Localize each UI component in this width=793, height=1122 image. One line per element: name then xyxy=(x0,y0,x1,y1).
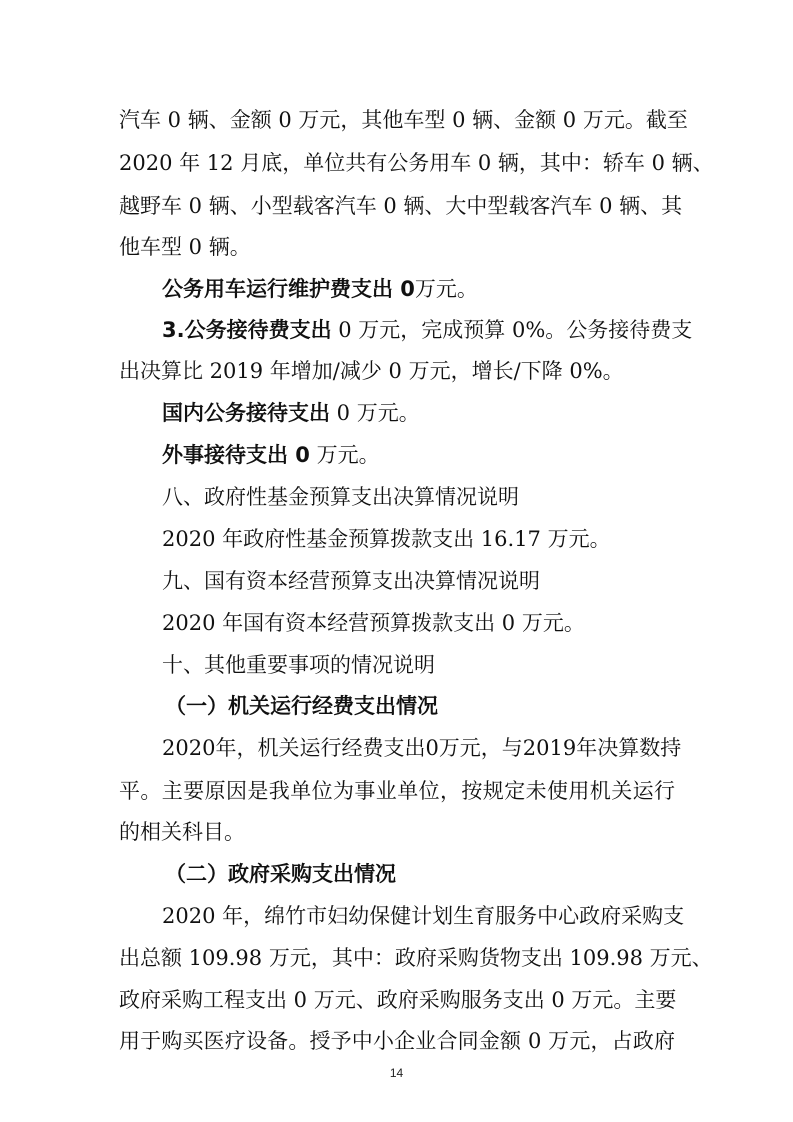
body-line: 2020 年，绵竹市妇幼保健计划生育服务中心政府采购支 xyxy=(162,904,685,928)
page-number: 14 xyxy=(389,1066,404,1080)
paragraph-reception-expense xyxy=(162,314,692,346)
body-line: 2020年，机关运行经费支出0万元，与2019年决算数持 xyxy=(162,736,682,760)
body-line: 的相关科目。 xyxy=(119,820,245,844)
body-line: 出决算比 2019 年增加/减少 0 万元，增长/下降 0%。 xyxy=(119,359,624,383)
body-text: 万元。 xyxy=(414,277,478,301)
bold-lead: 公务用车运行维护费支出 0 xyxy=(162,277,415,301)
body-line: 越野车 0 辆、小型载客汽车 0 辆、大中型载客汽车 0 辆、其 xyxy=(119,194,683,218)
paragraph-foreign-reception xyxy=(162,439,380,471)
body-line: 汽车 0 辆、金额 0 万元，其他车型 0 辆、金额 0 万元。截至 xyxy=(119,108,688,132)
paragraph-vehicle-maintenance xyxy=(162,273,478,305)
body-line: 出总额 109.98 万元，其中：政府采购货物支出 109.98 万元、 xyxy=(119,946,713,970)
body-line: 2020 年 12 月底，单位共有公务用车 0 辆，其中：轿车 0 辆、 xyxy=(119,151,714,175)
section-heading-9: 九、国有资本经营预算支出决算情况说明 xyxy=(162,569,540,593)
body-line: 平。主要原因是我单位为事业单位，按规定未使用机关运行 xyxy=(119,779,675,803)
bold-lead: 3.公务接待费支出 xyxy=(162,318,332,342)
section-heading-10: 十、其他重要事项的情况说明 xyxy=(162,653,435,677)
body-line: 用于购买医疗设备。授予中小企业合同金额 0 万元，占政府 xyxy=(119,1029,675,1053)
bold-lead: 国内公务接待支出 xyxy=(162,401,330,425)
body-line: 他车型 0 辆。 xyxy=(119,235,251,259)
subsection-heading-1: （一）机关运行经费支出情况 xyxy=(165,694,438,718)
section-heading-8: 八、政府性基金预算支出决算情况说明 xyxy=(162,485,519,509)
bold-lead: 外事接待支出 0 xyxy=(162,443,310,467)
body-line: 2020 年国有资本经营预算拨款支出 0 万元。 xyxy=(162,611,585,635)
paragraph-domestic-reception xyxy=(162,397,420,429)
subsection-heading-2: （二）政府采购支出情况 xyxy=(165,862,396,886)
body-line: 政府采购工程支出 0 万元、政府采购服务支出 0 万元。主要 xyxy=(119,988,677,1012)
body-text: 0 万元，完成预算 0%。公务接待费支 xyxy=(331,318,693,342)
body-line: 2020 年政府性基金预算拨款支出 16.17 万元。 xyxy=(162,527,611,551)
body-text: 万元。 xyxy=(309,443,380,467)
body-text: 0 万元。 xyxy=(330,401,420,425)
